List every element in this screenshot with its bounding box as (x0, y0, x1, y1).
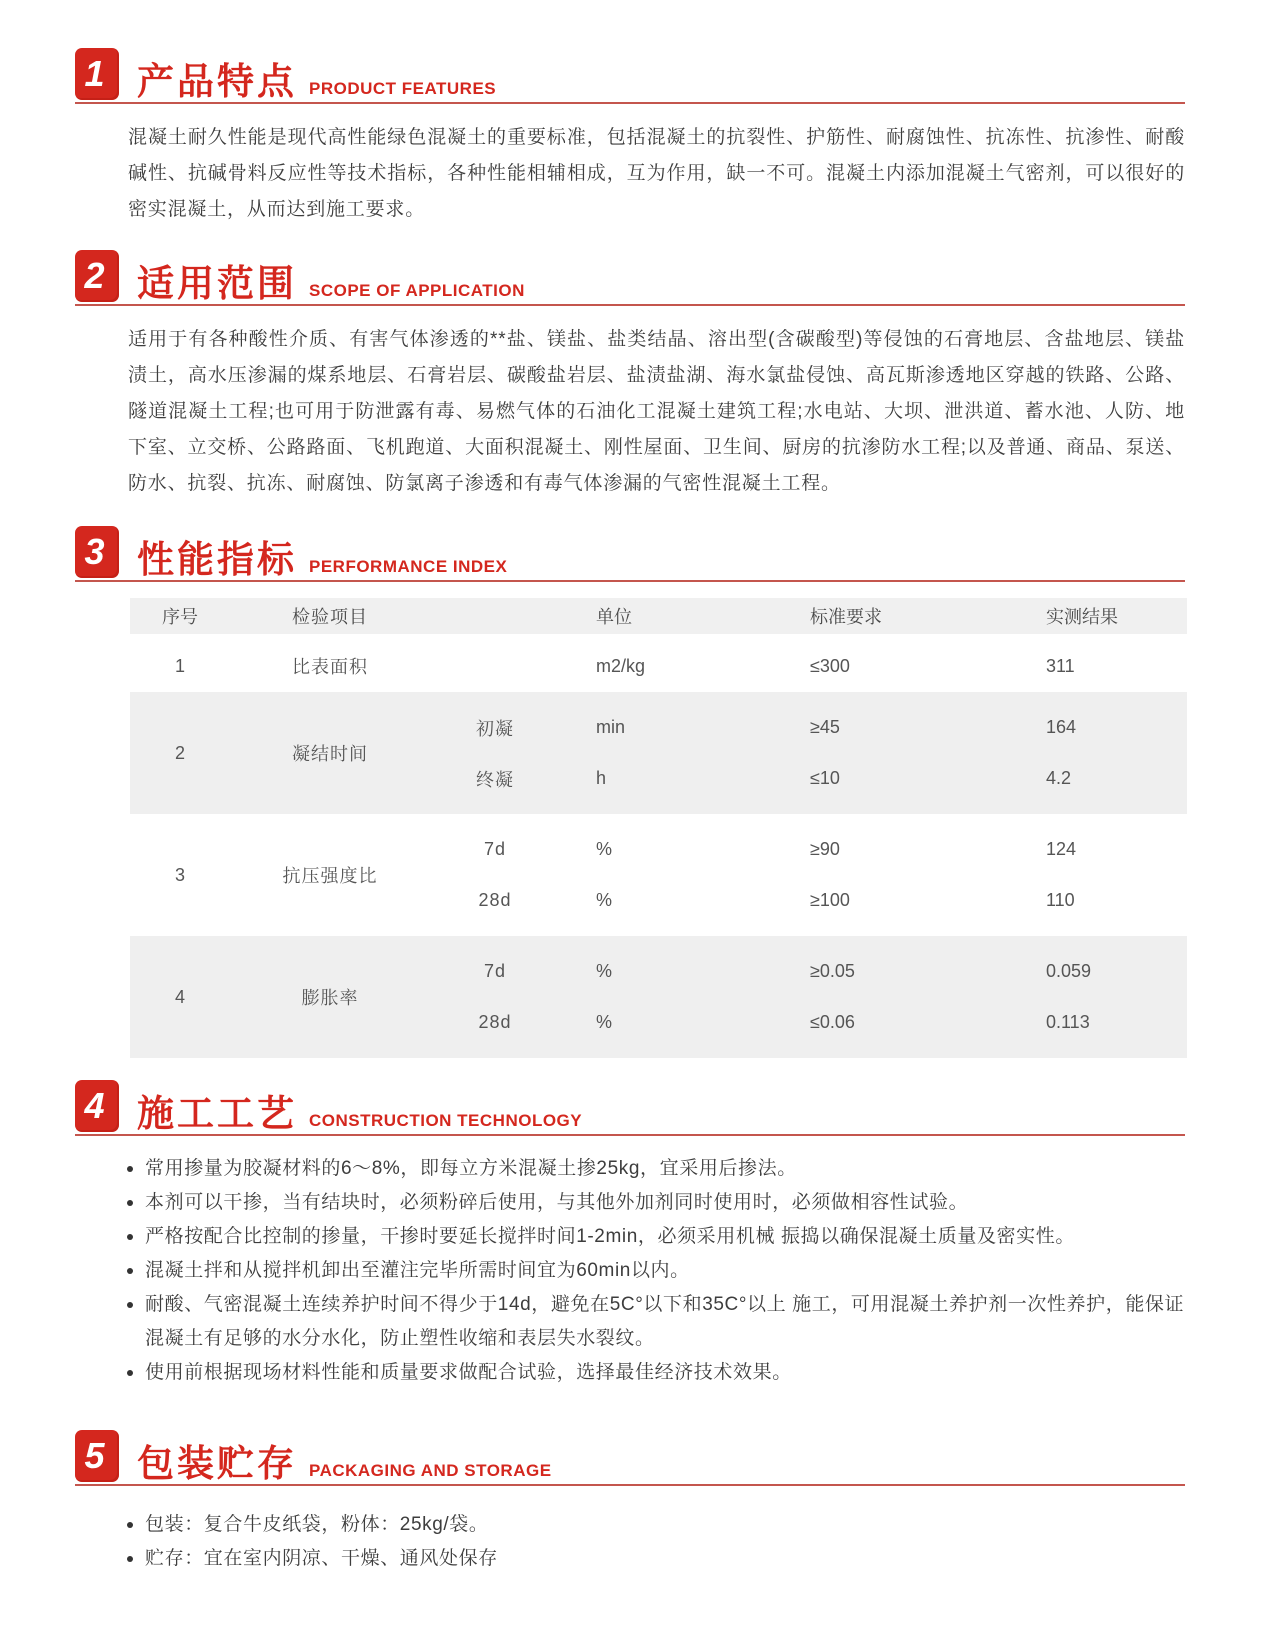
table-row (130, 640, 1187, 692)
bullet-icon (127, 1268, 133, 1274)
list-item-text: 混凝土拌和从搅拌机卸出至灌注完毕所需时间宜为60min以内。 (145, 1260, 690, 1281)
row-result: 0.059 (1046, 961, 1092, 981)
section-performance-index (75, 526, 1185, 1058)
row-item: 比表面积 (292, 657, 368, 677)
section-subtitle-en: PRODUCT FEATURES (309, 79, 497, 98)
row-standard: ≤300 (810, 655, 850, 676)
section-title: 包装贮存 (137, 1443, 297, 1484)
row-standard: ≥45 (810, 717, 840, 737)
row-result: 164 (1046, 717, 1077, 737)
section-subtitle-en: CONSTRUCTION TECHNOLOGY (309, 1111, 583, 1130)
section-subtitle-en: SCOPE OF APPLICATION (309, 281, 525, 300)
packaging-bullet-list (125, 1508, 1185, 1576)
section-title: 适用范围 (137, 263, 297, 304)
list-item (125, 1288, 1185, 1356)
row-item: 凝结时间 (292, 744, 368, 764)
row-unit: % (596, 890, 613, 910)
row-subitem: 终凝 (476, 769, 514, 790)
row-no: 3 (174, 864, 185, 885)
row-subitem: 7d (483, 961, 507, 981)
table-header-row (130, 598, 1187, 640)
list-item-text: 严格按配合比控制的掺量，干掺时要延长搅拌时间1-2min，必须采用机械 振捣以确保混凝土质量及密实性。 (145, 1226, 1075, 1247)
list-item (125, 1220, 1185, 1254)
row-standard: ≤10 (810, 768, 840, 788)
list-item-text: 贮存：宜在室内阴凉、干燥、通风处保存 (145, 1548, 498, 1569)
scope-paragraph: 适用于有各种酸性介质、有害气体渗透的**盐、镁盐、盐类结晶、溶出型(含碳酸型)等侵蚀的石膏地层、含盐地层、镁盐渍土，高水压渗漏的煤系地层、石膏岩层、碳酸盐岩层、盐渍盐湖、海水氯盐侵蚀、高瓦斯渗透地区穿越的铁路、公路、隧道混凝土工程;也可用于防泄露有毒、易燃气体的石油化工混凝土建筑工程;水电站、大坝、泄洪道、蓄水池、人防、地下室、立交桥、公路路面、飞机跑道、大面积混凝土、刚性屋面、卫生间、厨房的抗渗防水工程;以及普通、商品、泵送、防水、抗裂、抗冻、耐腐蚀、防氯离子渗透和有毒气体渗漏的气密性混凝土工程。 (128, 329, 1185, 494)
col-header-standard: 标准要求 (810, 607, 882, 627)
col-header-result: 实测结果 (1046, 607, 1118, 627)
row-subitem: 7d (483, 839, 507, 859)
list-item-text: 使用前根据现场材料性能和质量要求做配合试验，选择最佳经济技术效果。 (145, 1362, 792, 1383)
row-unit: h (596, 768, 607, 788)
list-item-text: 本剂可以干掺，当有结块时，必须粉碎后使用，与其他外加剂同时使用时，必须做相容性试验。 (145, 1192, 969, 1213)
row-unit: min (596, 717, 626, 737)
row-result: 4.2 (1046, 768, 1072, 788)
row-result: 124 (1046, 839, 1077, 859)
row-subitem: 28d (478, 1012, 512, 1032)
row-item: 抗压强度比 (282, 866, 378, 886)
row-unit: % (596, 961, 613, 981)
table-row-group (130, 814, 1187, 936)
row-standard: ≤0.06 (810, 1012, 855, 1032)
section-packaging-and-storage (75, 1430, 1185, 1576)
bullet-icon (127, 1522, 133, 1528)
section-number-badge: 4 (75, 1080, 119, 1132)
row-subitem: 初凝 (476, 718, 514, 739)
performance-table (130, 598, 1187, 1058)
section-header (75, 48, 1185, 104)
features-paragraph: 混凝土耐久性能是现代高性能绿色混凝土的重要标准，包括混凝土的抗裂性、护筋性、耐腐蚀性、抗冻性、抗渗性、耐酸碱性、抗碱骨料反应性等技术指标，各种性能相辅相成，互为作用，缺一不可。混凝土内添加混凝土气密剂，可以很好的密实混凝土，从而达到施工要求。 (128, 127, 1185, 220)
section-title: 施工工艺 (137, 1093, 297, 1134)
row-result: 110 (1046, 890, 1075, 910)
list-item (125, 1186, 1185, 1220)
row-standard: ≥100 (810, 890, 850, 910)
col-header-no: 序号 (162, 607, 198, 627)
bullet-icon (127, 1166, 133, 1172)
section-subtitle-en: PACKAGING AND STORAGE (309, 1461, 552, 1480)
section-header (75, 250, 1185, 306)
row-standard: ≥90 (810, 839, 840, 859)
table-row-group (130, 692, 1187, 814)
row-result: 311 (1046, 655, 1075, 676)
list-item-text: 耐酸、气密混凝土连续养护时间不得少于14d，避免在5C°以下和35C°以上 施工，可用混凝土养护剂一次性养护，能保证混凝土有足够的水分水化，防止塑性收缩和表层失水裂纹。 (145, 1294, 1185, 1349)
bullet-icon (127, 1234, 133, 1240)
list-item (125, 1254, 1185, 1288)
section-number-badge: 2 (75, 250, 119, 302)
col-header-spacer (430, 598, 560, 634)
row-no: 2 (174, 742, 185, 763)
section-header (75, 1430, 1185, 1486)
section-title: 产品特点 (137, 61, 297, 102)
section-construction-technology (75, 1080, 1185, 1390)
row-standard: ≥0.05 (810, 961, 855, 981)
section-header (75, 526, 1185, 582)
section-header (75, 1080, 1185, 1136)
list-item-text: 包装：复合牛皮纸袋，粉体：25kg/袋。 (145, 1514, 489, 1535)
row-no: 1 (174, 655, 185, 676)
row-no: 4 (174, 986, 185, 1007)
row-result: 0.113 (1046, 1012, 1090, 1032)
row-item: 膨胀率 (301, 988, 359, 1008)
section-product-features (75, 48, 1185, 228)
list-item (125, 1542, 1185, 1576)
list-item (125, 1152, 1185, 1186)
bullet-icon (127, 1556, 133, 1562)
row-unit: % (596, 839, 613, 859)
section-number-badge: 3 (75, 526, 119, 578)
list-item-text: 常用掺量为胶凝材料的6～8%，即每立方米混凝土掺25kg，宜采用后掺法。 (145, 1158, 797, 1179)
row-subitem: 28d (478, 890, 512, 910)
col-header-item: 检验项目 (292, 607, 368, 627)
list-item (125, 1508, 1185, 1542)
list-item (125, 1356, 1185, 1390)
section-scope-of-application (75, 250, 1185, 502)
table-row-group (130, 936, 1187, 1058)
bullet-icon (127, 1200, 133, 1206)
bullet-icon (127, 1302, 133, 1308)
bullet-icon (127, 1370, 133, 1376)
row-unit: m2/kg (596, 655, 646, 676)
section-number-badge: 1 (75, 48, 119, 100)
section-number-badge: 5 (75, 1430, 119, 1482)
section-subtitle-en: PERFORMANCE INDEX (309, 557, 508, 576)
construction-bullet-list (125, 1152, 1185, 1390)
section-title: 性能指标 (137, 539, 297, 580)
col-header-unit: 单位 (596, 607, 632, 627)
row-unit: % (596, 1012, 613, 1032)
